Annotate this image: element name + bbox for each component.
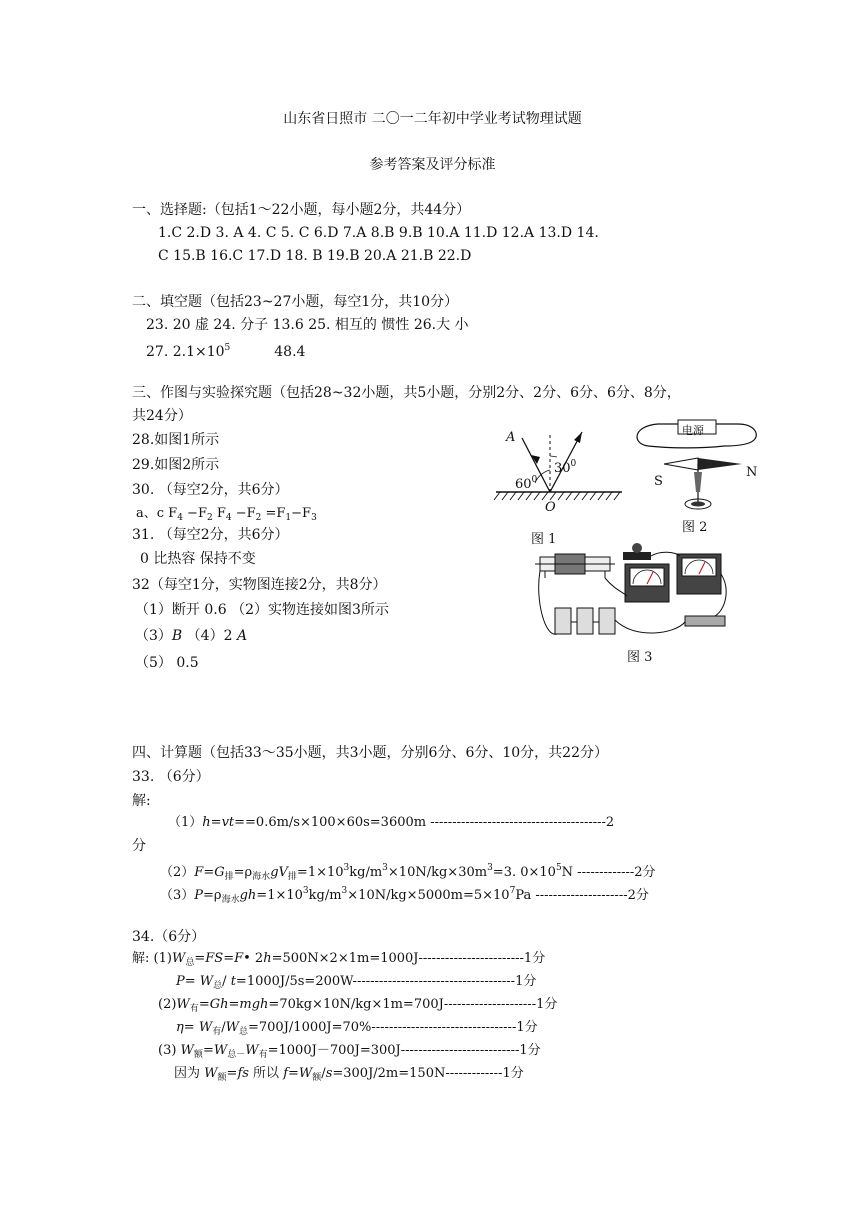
fig2-label-N: N [746, 465, 758, 480]
q30-heading: 30. （每空2分，共6分） [132, 482, 289, 498]
q32-heading: 32（每空1分，实物图连接2分，共8分） [132, 577, 387, 593]
q29-answer: 29.如图2所示 [132, 457, 220, 473]
fill-answers-line-2: 27. $2.1\times 10^5$ 48.4 [146, 343, 306, 360]
fig3-caption: 图 3 [627, 650, 653, 665]
q34-step-4: $\eta= W_有/W_总=700J/1000J=70\%---------------------------------1$分 [176, 1020, 538, 1037]
figure-3-circuit [535, 540, 735, 650]
q34-step-2: $P= W_总/$ t=1000J/5s=200W-------------------------------------1分 [176, 974, 537, 991]
q32-answer-line-3: （5） 0.5 [135, 655, 199, 671]
q31-heading: 31. （每空2分，共6分） [132, 527, 289, 543]
q33-step-1: （1）h=vt==0.6m/s×100×60s=3600m ----------------------------------------2 [168, 815, 615, 830]
q33-heading: 33. （6分） [132, 769, 210, 785]
q34-step-5: (3) $W_额=W_{总-}W_有=1000J-700J=300J---------------------------1$分 [158, 1043, 541, 1060]
q33-solution-label: 解: [132, 793, 151, 809]
choice-answers-line-2: C 15.B 16.C 17.D 18. B 19.B 20.A 21.B 22.D [158, 248, 472, 264]
q32-answer-line-2: （3）B （4）2 A [135, 628, 248, 644]
page-title: 山东省日照市 二〇一二年初中学业考试物理试题 [283, 111, 582, 127]
q33-step-2: $(2)F=G_排=\rho_{海水}gV_排=1\times 10^3kg/m^3\times 10N/kg\times 30m^3=3$. $0\times 10^5N$ -------------2分 [160, 863, 656, 882]
fig2-power-label: 电源 [682, 424, 704, 437]
q34-step-3: $(2)W_有=Gh=mgh=70kg\times 10N/kg\times 1m=700J---------------------1$分 [158, 997, 558, 1014]
section-1-heading: 一、选择题:（包括1～22小题，每小题2分，共44分） [132, 202, 471, 218]
fig1-angle-60: $60^0$ [515, 475, 538, 492]
fig1-angle-30: $30^0$ [554, 459, 577, 476]
q34-step-1: 解: $(1)W_总=FS=F•$ 2h=500N×2×1m=1000J------------------------1分 [132, 951, 546, 968]
section-3-heading: 三、作图与实验探究题（包括28~32小题，共5小题，分别2分、2分、6分、6分、8分， [132, 385, 681, 401]
choice-answers-line-1: 1.C 2.D 3. A 4. C 5. C 6.D 7.A 8.B 9.B 10.A 11.D 12.A 13.D 14. [158, 225, 599, 241]
section-3-heading-cont: 共24分） [132, 408, 192, 424]
q30-answer: a、c $F_4 -F_2$ $F_4 -F_2 =F_1-F_3$ [136, 506, 317, 523]
q33-step-1-cont: 分 [132, 838, 146, 854]
q33-step-3: $(3)P=\rho_{海水}gh=1\times 10^3kg/m^3\times 10N/kg\times 5000m=5\times 10^7Pa$ ---------------------2分 [160, 886, 649, 905]
page-subtitle: 参考答案及评分标准 [369, 157, 496, 173]
q34-heading: 34.（6分） [132, 929, 206, 945]
fig2-label-S: S [654, 474, 663, 489]
section-2-heading: 二、填空题（包括23~27小题，每空1分，共10分） [132, 294, 459, 310]
fig1-label-A: A [506, 430, 516, 445]
fig2-caption: 图 2 [682, 520, 708, 535]
fig1-label-O: O [545, 500, 556, 515]
section-4-heading: 四、计算题（包括33～35小题，共3小题，分别6分、6分、10分，共22分） [132, 745, 608, 761]
q31-answer: 0 比热容 保持不变 [140, 551, 256, 567]
q32-answer-line-1: （1）断开 0.6 （2）实物连接如图3所示 [135, 602, 389, 618]
q34-step-6: 因为 $W_额=fs$ 所以 $f=W_额/s=300J/2m=150N-------------1$分 [174, 1066, 524, 1083]
fig1-caption: 图 1 [531, 532, 557, 547]
q28-answer: 28.如图1所示 [132, 432, 220, 448]
fill-answers-line-1: 23. 20 虚 24. 分子 13.6 25. 相互的 惯性 26.大 小 [146, 317, 469, 333]
